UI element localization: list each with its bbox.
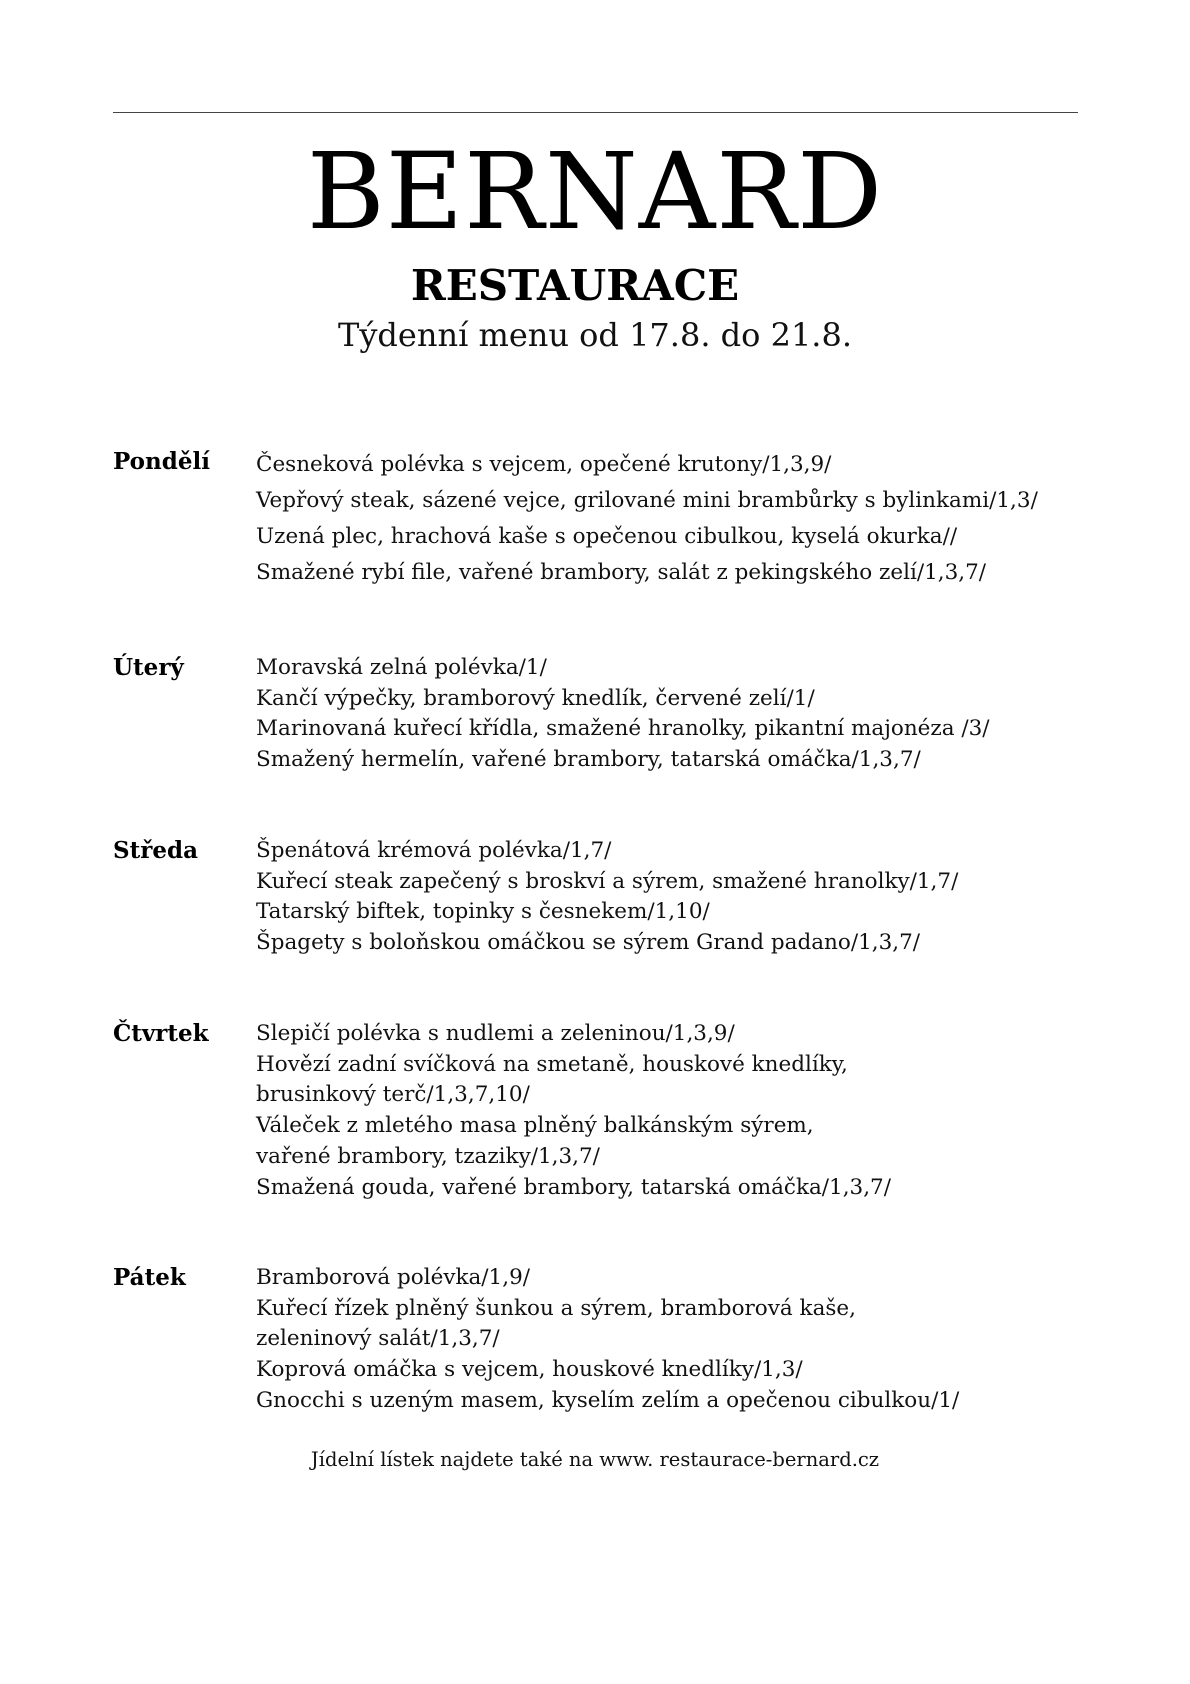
day-friday <box>113 1263 1073 1423</box>
menu-dish: Uzená plec, hrachová kaše s opečenou cibulkou, kyselá okurka// <box>256 524 958 549</box>
menu-dish: Smažený hermelín, vařené brambory, tatarská omáčka/1,3,7/ <box>256 747 921 773</box>
website-note: Jídelní lístek najdete také na www. restaurace-bernard.cz <box>310 1448 880 1471</box>
restaurant-subtitle: RESTAURACE <box>410 261 740 310</box>
week-range: Týdenní menu od 17.8. do 21.8. <box>338 316 852 354</box>
menu-dish: Špagety s boloňskou omáčkou se sýrem Grand padano/1,3,7/ <box>256 930 921 956</box>
menu-dish: Slepičí polévka s nudlemi a zeleninou/1,3,9/ <box>256 1021 735 1046</box>
menu-dish: Marinovaná kuřecí křídla, smažené hranolky, pikantní majonéza /3/ <box>256 716 990 742</box>
menu-dish: Bramborová polévka/1,9/ <box>256 1265 530 1290</box>
menu-dish: Smažená gouda, vařené brambory, tatarská omáčka/1,3,7/ <box>256 1174 891 1200</box>
menu-dish: Hovězí zadní svíčková na smetaně, houskové knedlíky, <box>256 1051 848 1077</box>
dish-list <box>256 653 1076 776</box>
day-name: Čtvrtek <box>113 1020 209 1047</box>
day-wednesday <box>113 836 1073 966</box>
menu-dish: Moravská zelná polévka/1/ <box>256 655 547 680</box>
dish-list <box>256 447 1076 591</box>
menu-dish: vařené brambory, tzaziky/1,3,7/ <box>256 1143 600 1169</box>
day-name: Úterý <box>113 654 184 681</box>
day-thursday <box>113 1019 1073 1209</box>
day-monday <box>113 447 1073 597</box>
day-tuesday <box>113 653 1073 783</box>
menu-dish: Špenátová krémová polévka/1,7/ <box>256 838 612 863</box>
menu-dish: Kuřecí steak zapečený s broskví a sýrem, smažené hranolky/1,7/ <box>256 868 959 894</box>
day-name: Středa <box>113 837 198 864</box>
day-name: Pátek <box>113 1264 186 1291</box>
dish-list <box>256 1019 1076 1203</box>
menu-dish: Smažené rybí file, vařené brambory, salát z pekingského zelí/1,3,7/ <box>256 560 987 585</box>
menu-dish: Gnocchi s uzeným masem, kyselím zelím a opečenou cibulkou/1/ <box>256 1387 960 1413</box>
menu-dish: Váleček z mletého masa plněný balkánským sýrem, <box>256 1113 814 1139</box>
menu-dish: Kuřecí řízek plněný šunkou a sýrem, bramborová kaše, <box>256 1295 856 1321</box>
menu-dish: Koprová omáčka s vejcem, houskové knedlíky/1,3/ <box>256 1357 803 1383</box>
menu-dish: Kančí výpečky, bramborový knedlík, červené zelí/1/ <box>256 685 815 711</box>
menu-dish: Vepřový steak, sázené vejce, grilované mini brambůrky s bylinkami/1,3/ <box>256 488 1038 513</box>
menu-dish: zeleninový salát/1,3,7/ <box>256 1326 500 1352</box>
day-name: Pondělí <box>113 448 210 475</box>
restaurant-brand: BERNARD <box>306 130 884 253</box>
menu-dish: Česneková polévka s vejcem, opečené krutony/1,3,9/ <box>256 452 832 477</box>
menu-dish: Tatarský biftek, topinky s česnekem/1,10/ <box>256 899 710 925</box>
dish-list <box>256 1263 1076 1417</box>
top-divider <box>113 112 1078 113</box>
dish-list <box>256 836 1076 959</box>
menu-dish: brusinkový terč/1,3,7,10/ <box>256 1082 530 1108</box>
